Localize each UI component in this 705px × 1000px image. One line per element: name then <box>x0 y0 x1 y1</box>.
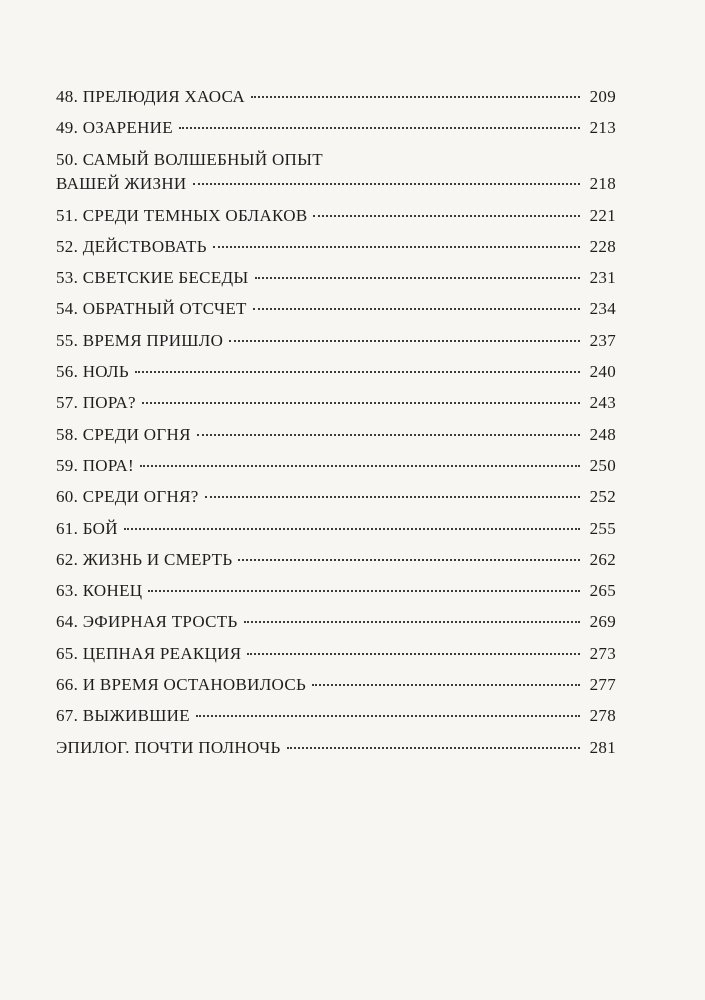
dot-leader <box>287 747 580 749</box>
toc-entry <box>56 116 616 147</box>
toc-entry-page: 265 <box>589 581 616 601</box>
dot-leader <box>253 308 580 310</box>
toc-entry <box>56 548 616 579</box>
dot-leader <box>312 684 580 686</box>
toc-entry-title: 55. ВРЕМЯ ПРИШЛО <box>56 330 224 350</box>
dot-leader <box>229 340 580 342</box>
toc-entry-title: 63. КОНЕЦ <box>56 581 143 601</box>
toc-entry <box>56 673 616 704</box>
dot-leader <box>193 183 581 185</box>
toc-entry-title: 62. ЖИЗНЬ И СМЕРТЬ <box>56 549 233 569</box>
dot-leader <box>205 496 580 498</box>
toc-entry-page: 234 <box>589 299 616 319</box>
table-of-contents <box>56 85 616 767</box>
toc-entry <box>56 517 616 548</box>
toc-entry-page: 278 <box>589 706 616 726</box>
dot-leader <box>244 621 580 623</box>
dot-leader <box>179 127 580 129</box>
toc-entry-title: 67. ВЫЖИВШИЕ <box>56 706 190 726</box>
toc-entry <box>56 391 616 422</box>
toc-entry <box>56 85 616 116</box>
toc-entry-title: ВАШЕЙ ЖИЗНИ <box>56 173 187 193</box>
toc-entry <box>56 642 616 673</box>
toc-entry-page: 237 <box>589 330 616 350</box>
toc-entry-page: 250 <box>589 455 616 475</box>
toc-entry-title: 60. СРЕДИ ОГНЯ? <box>56 487 199 507</box>
toc-entry-title: 51. СРЕДИ ТЕМНЫХ ОБЛАКОВ <box>56 205 308 225</box>
toc-entry-page: 213 <box>589 118 616 138</box>
toc-entry <box>56 329 616 360</box>
toc-entry-page: 273 <box>589 643 616 663</box>
dot-leader <box>251 96 580 98</box>
toc-entry-title: 53. СВЕТСКИЕ БЕСЕДЫ <box>56 268 249 288</box>
dot-leader <box>196 715 580 717</box>
dot-leader <box>148 590 580 592</box>
toc-entry-page: 262 <box>589 549 616 569</box>
dot-leader <box>255 277 580 279</box>
toc-entry-title: 49. ОЗАРЕНИЕ <box>56 118 173 138</box>
toc-entry-page: 252 <box>589 487 616 507</box>
toc-entry <box>56 297 616 328</box>
toc-entry <box>56 266 616 297</box>
toc-entry <box>56 704 616 735</box>
toc-entry <box>56 579 616 610</box>
toc-entry <box>56 204 616 235</box>
toc-entry-page: 248 <box>589 424 616 444</box>
toc-entry-page: 221 <box>589 205 616 225</box>
toc-entry-page: 243 <box>589 393 616 413</box>
dot-leader <box>247 653 580 655</box>
toc-entry-title: 57. ПОРА? <box>56 393 136 413</box>
toc-entry-page: 240 <box>589 362 616 382</box>
toc-entry-title: 65. ЦЕПНАЯ РЕАКЦИЯ <box>56 643 242 663</box>
toc-entry-page: 218 <box>589 173 616 193</box>
toc-entry-page: 209 <box>589 87 616 106</box>
toc-entry-title: 48. ПРЕЛЮДИЯ ХАОСА <box>56 87 245 106</box>
toc-entry <box>56 360 616 391</box>
toc-entry <box>56 148 616 204</box>
dot-leader <box>197 434 580 436</box>
toc-entry-page: 281 <box>589 737 616 757</box>
toc-entry-title: 66. И ВРЕМЯ ОСТАНОВИЛОСЬ <box>56 675 307 695</box>
toc-entry <box>56 423 616 454</box>
toc-entry <box>56 235 616 266</box>
toc-entry <box>56 485 616 516</box>
toc-entry-title: 56. НОЛЬ <box>56 362 129 382</box>
dot-leader <box>142 402 580 404</box>
toc-entry-page: 231 <box>589 268 616 288</box>
toc-entry-title-line1: 50. САМЫЙ ВОЛШЕБНЫЙ ОПЫТ <box>56 149 323 169</box>
toc-entry-title: 52. ДЕЙСТВОВАТЬ <box>56 236 207 256</box>
toc-entry-page: 277 <box>589 675 616 695</box>
dot-leader <box>140 465 580 467</box>
toc-entry-title: 54. ОБРАТНЫЙ ОТСЧЕТ <box>56 299 247 319</box>
toc-entry-title: 61. БОЙ <box>56 518 118 538</box>
dot-leader <box>238 559 580 561</box>
toc-entry-page: 228 <box>589 236 616 256</box>
toc-entry <box>56 610 616 641</box>
toc-entry-title: 64. ЭФИРНАЯ ТРОСТЬ <box>56 612 238 632</box>
toc-entry <box>56 736 616 767</box>
toc-entry-page: 269 <box>589 612 616 632</box>
toc-entry <box>56 454 616 485</box>
toc-entry-title: ЭПИЛОГ. ПОЧТИ ПОЛНОЧЬ <box>56 737 281 757</box>
dot-leader <box>124 528 580 530</box>
dot-leader <box>213 246 580 248</box>
toc-entry-page: 255 <box>589 518 616 538</box>
toc-entry-title: 59. ПОРА! <box>56 455 134 475</box>
toc-entry-title: 58. СРЕДИ ОГНЯ <box>56 424 191 444</box>
dot-leader <box>135 371 580 373</box>
dot-leader <box>313 215 580 217</box>
